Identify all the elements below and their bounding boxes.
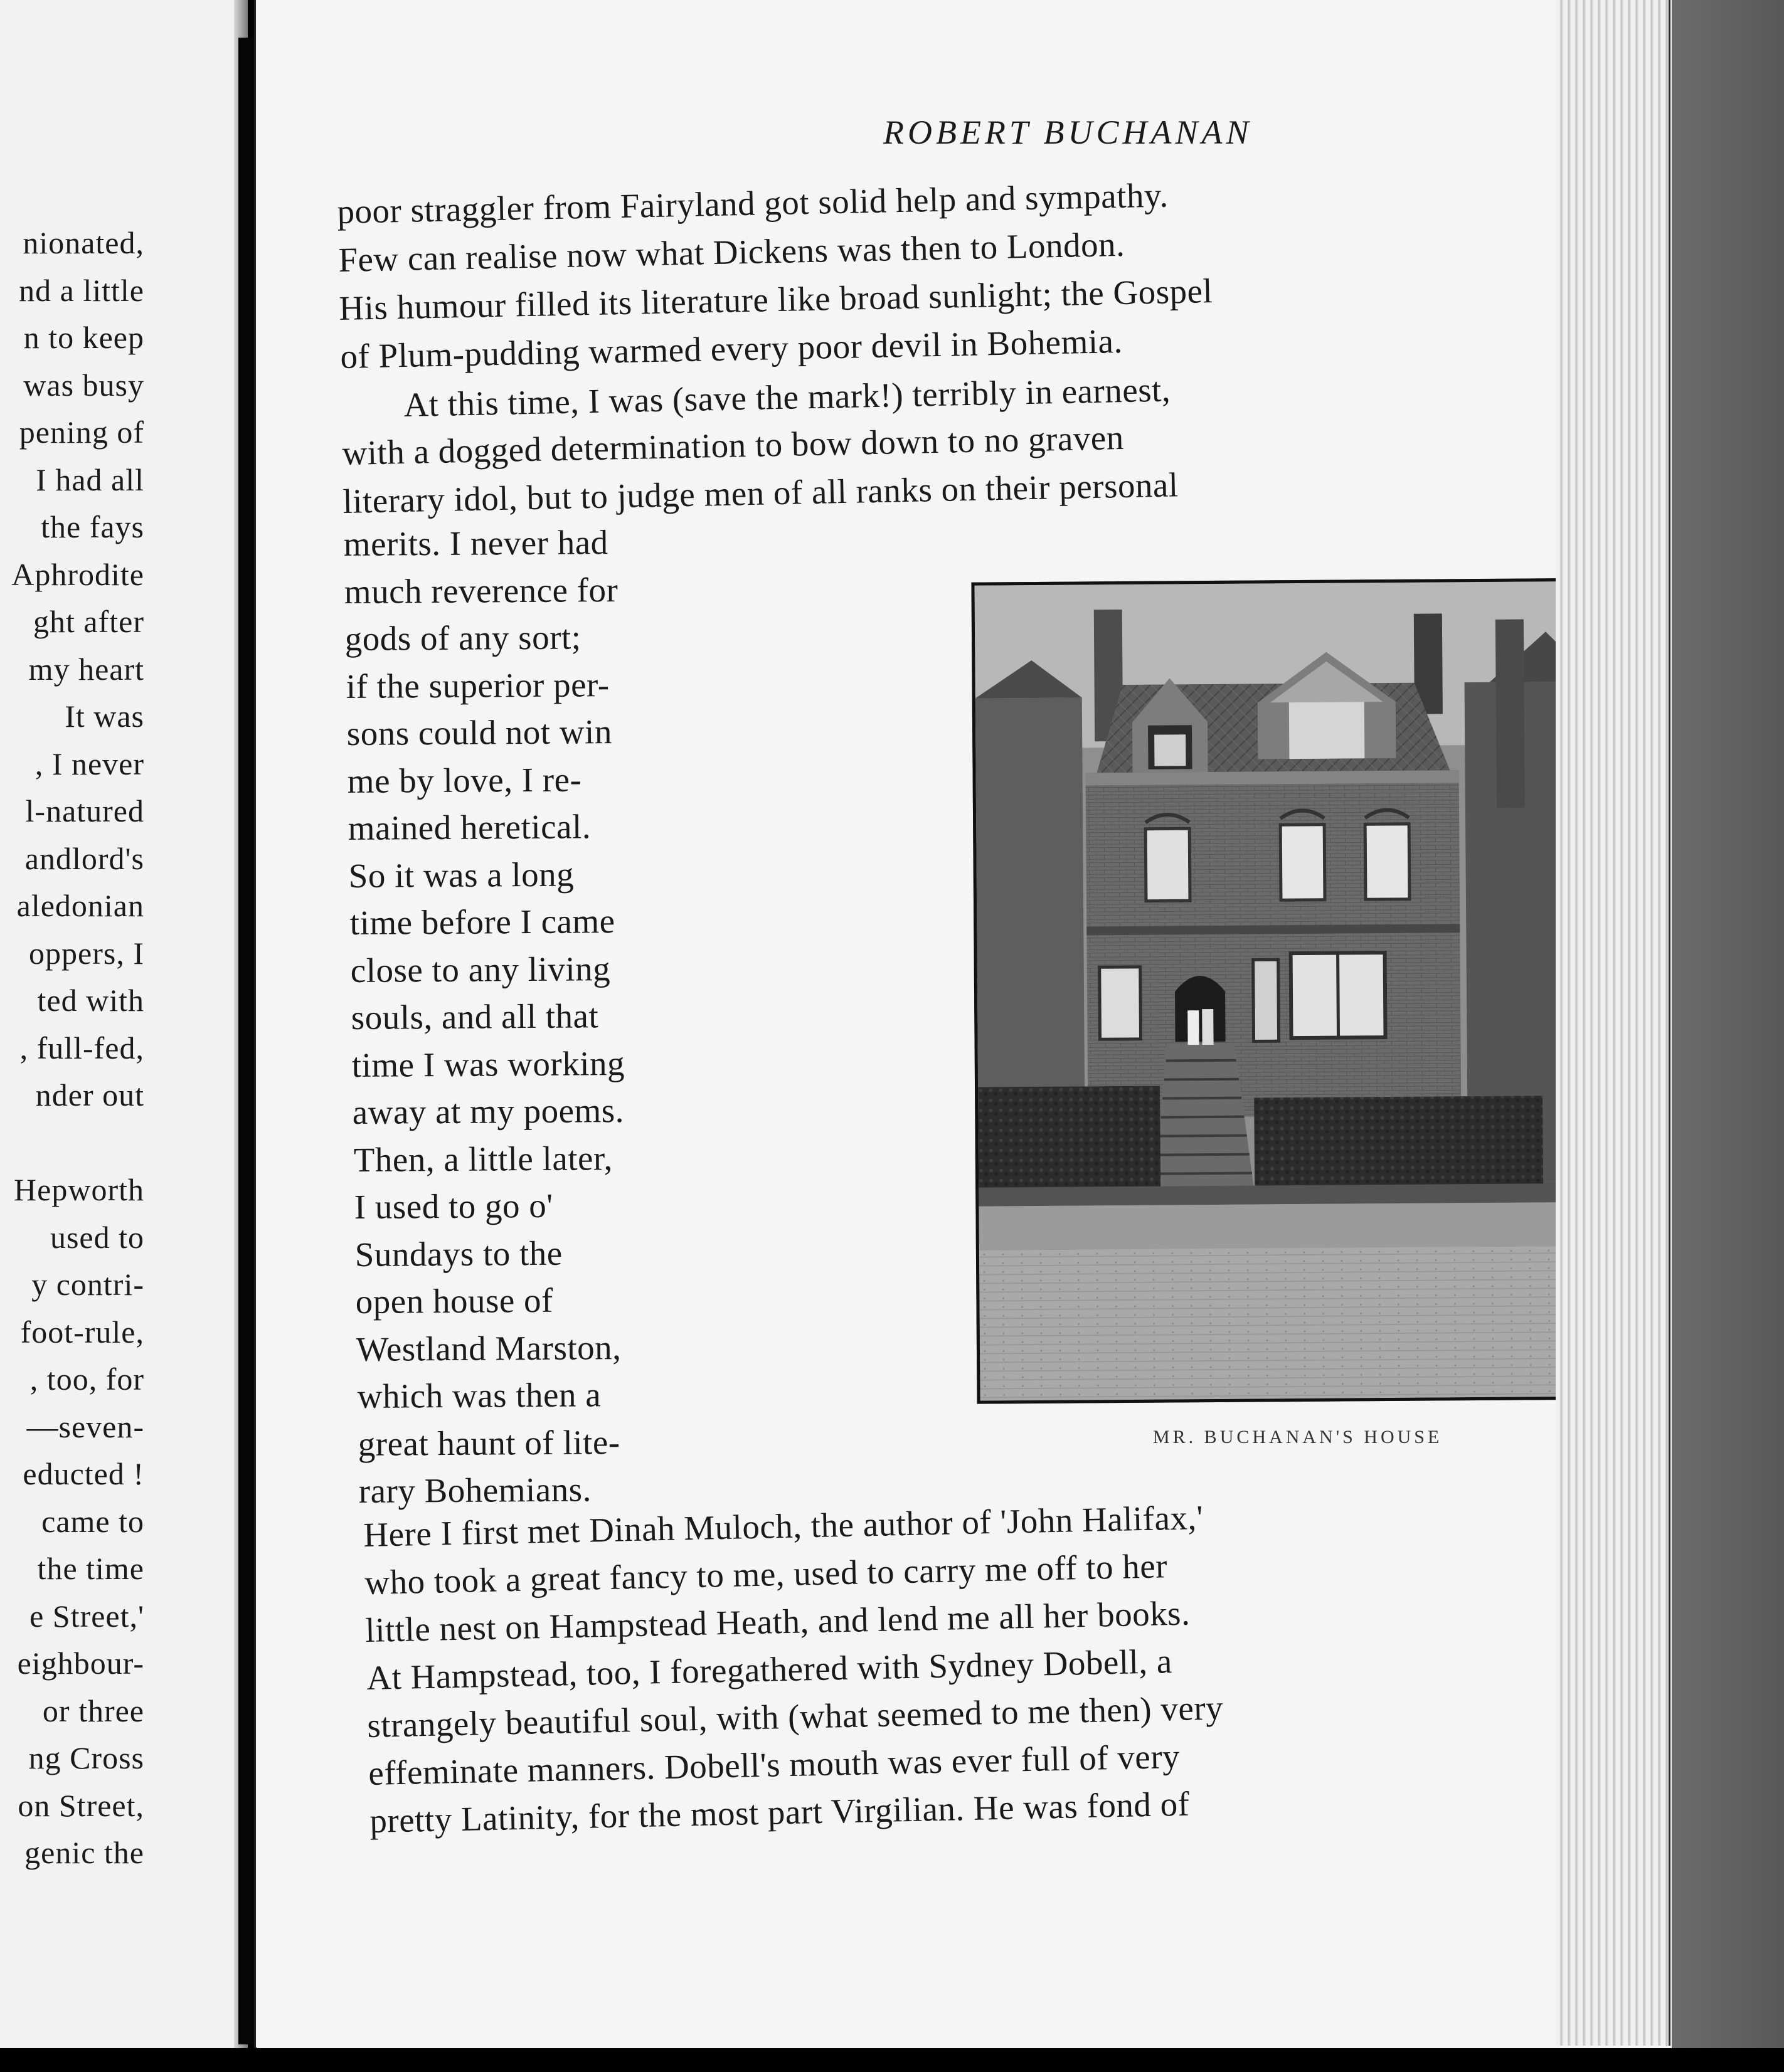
right-page bbox=[254, 0, 1686, 2050]
body-line: At Hampstead, too, I foregathered with Sydney Dobell, a bbox=[366, 1642, 1173, 1697]
left-page bbox=[0, 0, 248, 2048]
left-page-line: I had all bbox=[36, 462, 144, 497]
body-line: sons could not win bbox=[346, 712, 612, 753]
body-line: which was then a bbox=[357, 1375, 601, 1415]
left-page-line: nionated, bbox=[23, 225, 144, 260]
left-page-line: ted with bbox=[37, 983, 144, 1018]
body-line: with a dogged determination to bow down to no graven bbox=[341, 418, 1124, 472]
left-page-line: pening of bbox=[19, 415, 144, 450]
body-line: who took a great fancy to me, used to carry me off to her bbox=[364, 1546, 1168, 1602]
left-page-line: used to bbox=[50, 1219, 144, 1255]
body-line: I used to go o' bbox=[354, 1186, 553, 1226]
body-line: me by love, I re- bbox=[347, 759, 582, 800]
body-line: close to any living bbox=[350, 949, 611, 990]
left-page-line: educted ! bbox=[23, 1456, 144, 1491]
left-page-line: came to bbox=[41, 1503, 144, 1539]
body-line: open house of bbox=[355, 1281, 554, 1321]
house-photograph bbox=[971, 578, 1632, 1403]
left-page-line: —seven- bbox=[26, 1409, 144, 1444]
figure-caption: MR. BUCHANAN'S HOUSE bbox=[1153, 1427, 1443, 1447]
left-page-line: or three bbox=[42, 1693, 144, 1728]
running-head: ROBERT BUCHANAN bbox=[883, 114, 1253, 151]
left-page-line: was busy bbox=[23, 367, 144, 403]
body-line: rary Bohemians. bbox=[358, 1470, 592, 1510]
body-line: if the superior per- bbox=[346, 665, 610, 706]
left-page-line: , too, for bbox=[29, 1361, 144, 1397]
left-page-line: the fays bbox=[41, 509, 144, 544]
left-page-line: genic the bbox=[24, 1835, 144, 1870]
left-page-line: foot-rule, bbox=[20, 1314, 144, 1350]
left-page-line: , full-fed, bbox=[19, 1030, 144, 1065]
body-line: little nest on Hampstead Heath, and lend me all her books. bbox=[364, 1594, 1191, 1649]
left-page-line: nder out bbox=[35, 1077, 144, 1113]
body-line: time I was working bbox=[351, 1044, 625, 1084]
body-line: His humour filled its literature like broad sunlight; the Gospel bbox=[338, 272, 1213, 327]
left-page-line: my heart bbox=[28, 651, 144, 687]
left-page-line: eighbour- bbox=[17, 1646, 144, 1681]
left-page-line: e Street,' bbox=[29, 1598, 144, 1634]
body-line: Here I first met Dinah Muloch, the author of 'John Halifax,' bbox=[363, 1498, 1204, 1554]
left-page-line: the time bbox=[37, 1551, 144, 1586]
body-line: strangely beautiful soul, with (what seemed to me then) very bbox=[367, 1688, 1224, 1745]
left-page-line: y contri- bbox=[31, 1267, 144, 1302]
left-page-line: Hepworth bbox=[14, 1172, 144, 1207]
body-line: Westland Marston, bbox=[356, 1328, 622, 1368]
body-line: At this time, I was (save the mark!) terribly in earnest, bbox=[403, 370, 1171, 424]
left-page-line: ng Cross bbox=[28, 1740, 144, 1775]
page-edges bbox=[1556, 0, 1670, 2046]
left-page-line: It was bbox=[65, 699, 144, 734]
body-line: souls, and all that bbox=[351, 996, 599, 1037]
left-page-line: aledonian bbox=[16, 888, 144, 923]
body-line: Few can realise now what Dickens was then to London. bbox=[337, 225, 1125, 279]
scan-border bbox=[0, 2048, 1784, 2072]
left-page-line: ght after bbox=[33, 604, 144, 639]
left-page-line: n to keep bbox=[23, 320, 144, 355]
body-line: mained heretical. bbox=[348, 807, 592, 847]
body-line: merits. I never had bbox=[343, 523, 608, 563]
left-page-line: oppers, I bbox=[29, 935, 144, 971]
left-page-line: Aphrodite bbox=[11, 556, 144, 592]
body-line: poor straggler from Fairyland got solid help and sympathy. bbox=[336, 176, 1169, 231]
body-line: much reverence for bbox=[344, 570, 619, 611]
body-line: effeminate manners. Dobell's mouth was ever full of very bbox=[368, 1736, 1181, 1792]
body-line: pretty Latinity, for the most part Virgilian. He was fond of bbox=[369, 1784, 1190, 1840]
book-cover-board bbox=[1672, 0, 1784, 2063]
left-page-line: on Street, bbox=[18, 1787, 144, 1823]
body-line: gods of any sort; bbox=[344, 618, 582, 658]
body-line: Sundays to the bbox=[354, 1234, 563, 1274]
body-line: away at my poems. bbox=[352, 1091, 625, 1131]
body-line: So it was a long bbox=[348, 854, 575, 895]
left-page-line: nd a little bbox=[19, 272, 144, 308]
left-page-line: l-natured bbox=[25, 793, 144, 828]
body-line: Then, a little later, bbox=[353, 1138, 613, 1179]
left-page-line: , I never bbox=[35, 746, 144, 781]
body-line: literary idol, but to judge men of all ranks on their personal bbox=[342, 465, 1179, 521]
body-line: great haunt of lite- bbox=[358, 1422, 620, 1463]
left-page-line: andlord's bbox=[24, 840, 144, 876]
body-line: time before I came bbox=[349, 902, 615, 942]
body-line: of Plum-pudding warmed every poor devil in Bohemia. bbox=[339, 321, 1123, 376]
